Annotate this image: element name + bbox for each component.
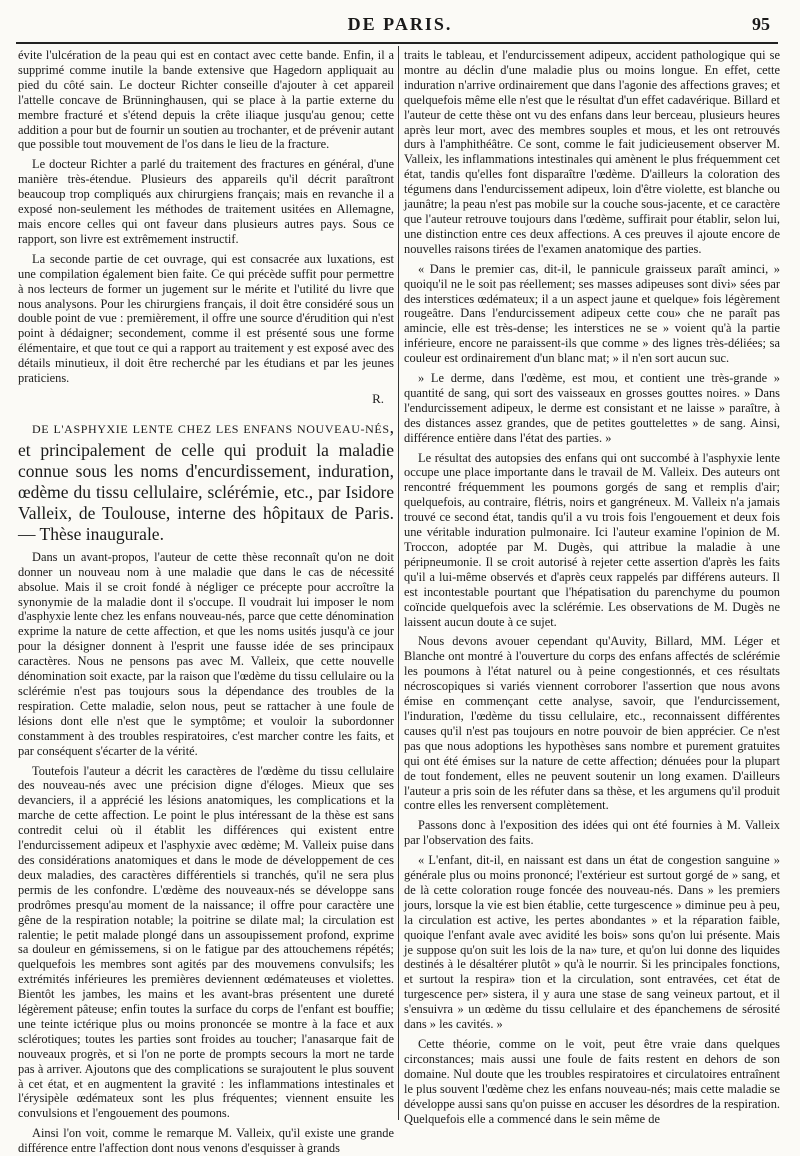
right-paragraph-4: Passons donc à l'exposition des idées qui ont été fournies à M. Valleix par l'observation des faits. [404,818,780,848]
left-paragraph-1: évite l'ulcération de la peau qui est en contact avec cette bande. Enfin, il a supprimé comme inutile la bande extensive que Hagedorn appliquait au pied du côté sain. Le docteur Richter conseille d'ajouter à cet appareil l'attelle concave de Brünninghausen, qui se place à la partie externe du membre fracturé et s'étend depuis la crête iliaque jusqu'au genou; cette addition a pour but de fournir un soutien au trochanter, et de prévenir autant que possible tout mouvement de l'os dans le lieu de la fracture. [18,48,394,152]
review-signature: R. [372,390,384,406]
right-paragraph-3: Nous devons avouer cependant qu'Auvity, Billard, MM. Léger et Blanche ont montré à l'ouverture du corps des enfans affectés de sclérémie les poumons à l'état naturel ou à peine congestionnés, et ces résultats nécroscopiques si variés viennent corroborer l'assertion que nous avons émise en commençant cette analyse, savoir, que l'endurcissement, l'induration, l'œdème du tissu cellulaire, etc., reconnaissent différentes causes qu'il n'est pas toujours en notre pouvoir de bien apprécier. Ce n'est pas que nous adoptions les hypothèses sans nombre et purement gratuites qui ont été émises sur la nature de cette affection; dénuées pour la plupart de tout fondement, elles ne peuvent soutenir un long examen. D'ailleurs l'auteur a pris soin de les réfuter dans sa thèse, et les argumens qu'il produit contre elles les renversent complètement. [404,634,780,813]
right-quote-2: » Le derme, dans l'œdème, est mou, et contient une très-grande » quantité de sang, qui sort des vaisseaux en grosses gouttes noires. » Dans l'endurcissement adipeux, le derme est consistant et ne laisse » paraître, à des distances assez grandes, que de petites gouttelettes » de sang. Ainsi, différence entière dans l'état des parties. » [404,371,780,445]
left-paragraph-4: Dans un avant-propos, l'auteur de cette thèse reconnaît qu'on ne doit donner un nouveau nom à une maladie que dans le cas de nécessité absolue. Mais il se croit fondé à négliger ce précepte pour accroître la synonymie de la maladie dont il s'occupe. Il voudrait lui imposer le nom d'asphyxie lente chez les enfans nouveau-nés, parce que cette dénomination exprime la nature de cette affection, et que les noms usités jusqu'à ce jour pour la désigner donnent à l'esprit une fausse idée de ses principaux caractères. Nous ne pensons pas avec M. Valleix, que cette nouvelle dénomination soit exacte, par la raison que l'œdème du tissu cellulaire ou la sclérémie n'est pas toujours sous la dépendance des troubles de la respiration. Cette maladie, selon nous, peut se rattacher à une foule de lésions dont elle n'est que le symptôme; et vouloir la subordonner constamment à des troubles respiratoires, c'est marcher contre les faits, et par conséquent s'écarter de la vérité. [18,549,394,758]
left-paragraph-6: Ainsi l'on voit, comme le remarque M. Valleix, qu'il existe une grande différence entre l'affection dont nous venons d'esquisser à grands [18,1126,394,1156]
article-title-rest: , et principalement de celle qui produit la maladie connue sous les noms d'encurdissement, induration, œdème du tissu cellulaire, sclérémie, etc., par Isidore Valleix, de Toulouse, interne des hôpitaux de Paris. — Thèse inaugurale. [18,416,394,544]
page-number: 95 [752,14,770,34]
left-paragraph-2: Le docteur Richter a parlé du traitement des fractures en général, d'une manière très-étendue. Plusieurs des appareils qu'il décrit paraîtront beaucoup trop compliqués aux chirurgiens français; mais en revanche il a exposé non-seulement les méthodes de traitement usitées en Allemagne, mais encore celles qui ont faveur dans plusieurs autres pays. Sous ce rapport, son livre est extrêmement instructif. [18,157,394,246]
left-paragraph-3: La seconde partie de cet ouvrage, qui est consacrée aux luxations, est une compilation également bien faite. Ce qui précède suffit pour permettre à nos lecteurs de former un jugement sur le mérite et l'utilité du livre que nous analysons. Pour les chirurgiens français, il doit être considéré sous un double point de vue : premièrement, il offre une source d'érudition qui n'est point à dédaigner; secondement, comme il est présenté sous une forme élémentaire, et que tout ce qui a rapport au traitement y est exposé avec des détails minutieux, il doit être recherché par les étudians et par les jeunes praticiens. [18,251,394,386]
page-header [0,12,800,42]
right-paragraph-2: Le résultat des autopsies des enfans qui ont succombé à l'asphyxie lente occupe une place importante dans le travail de M. Valleix. Des auteurs ont rencontré fréquemment les poumons gorgés de sang et remplis d'air; quelquefois, au contraire, flétris, noirs et gangréneux. M. Valleix n'a jamais trouvé ce second état, tandis qu'il a vu trois fois l'engouement et deux fois une véritable induration pulmonaire. Ici l'auteur examine l'opinion de M. Troccon, adoptée par M. Dugès, qui attribue la maladie à une péripneumonie. Il se croit autorisé à rejeter cette assertion d'après les faits qu'il a lui-même observés et d'après ceux rappelés par différens auteurs. Il est incontestable pourtant que l'hépatisation du parenchyme du poumon coïncide quelquefois avec la sclérémie. Les observations de M. Dugès ne laissent aucun doute à ce sujet. [404,450,780,629]
left-column [18,48,394,1156]
running-title: DE PARIS. [347,14,453,34]
article-title-smallcaps: DE L'ASPHYXIE LENTE CHEZ LES ENFANS NOUVEAU-NÉS [32,421,390,436]
left-paragraph-5: Toutefois l'auteur a décrit les caractères de l'œdème du tissu cellulaire des nouveau-nés avec une précision digne d'éloges. Mieux que ses devanciers, il a apprécié les lésions anatomiques, les complications et la marche de cette affection. Le point le plus intéressant de la thèse est sans contredit celui où il établit les différences qui existent entre l'endurcissement adipeux et l'asphyxie avec œdème; M. Valleix puise dans des considérations anatomiques et dans le mode de développement de ces deux maladies, des caractères différentiels si tranchés, qu'il ne sera plus permis de les confondre. L'œdème des nouveaux-nés se développe sans prodrômes presqu'au moment de la naissance; il offre pour caractère une gêne de la respiration notable; la poitrine se dilate mal; la circulation est ralentie; le petit malade plongé dans un assoupissement profond, exprime sa douleur en gémissemens, si on le fatigue par des attouchemens répétés; quelquefois les membres sont agités par des mouvemens convulsifs; les extrémités inférieures les premières deviennent œdémateuses et violettes. Bientôt les jambes, les mains et les avant-bras présentent une dureté légèrement pâteuse; enfin toutes la surface du corps de l'enfant est bouffie; une teinte ictérique plus ou moins prononcée se montre à la face et aux sclérotiques; toutes les parties sont froides au toucher; l'anasarque fait de nouveaux progrès, et si l'on ne porte de prompts secours la mort ne tarde pas à arriver. Ajoutons que des complications se surajoutent le plus souvent à cet état, et en augmentent la gravité : les inflammations intestinales et l'érysipèle œdémateux sont les plus fréquentes; viennent ensuite les convulsions et l'engouement des poumons. [18,763,394,1121]
right-paragraph-5: Cette théorie, comme on le voit, peut être vraie dans quelques circonstances; mais aussi une foule de faits restent en dehors de son domaine. Nul doute que les troubles respiratoires et circulatoires entraînent le plus souvent l'œdème chez les enfans nouveau-nés; mais cette maladie se développe aussi sans qu'on puisse en accuser les désordres de la respiration. Quelquefois elle a commencé dans le sein même de [404,1037,780,1126]
column-divider [398,46,399,1120]
right-quote-3: « L'enfant, dit-il, en naissant est dans un état de congestion sanguine » générale plus ou moins prononcé; l'extérieur est surtout gorgé de » sang, et de là cette coloration rouge foncée des nouveau-nés. Dans » les premiers jours, lorsque la vie est bien établie, cette turgescence » diminue peu à peu, la circulation est active, les pertes abondantes » et la réparation faible, quoique l'enfant avale avec avidité les bois» sons qu'on lui présente. Mais je suppose qu'on suit les lois de la na» ture, et qu'on lui donne des liquides destinés à le désaltérer plutôt » qu'à le nourrir. Si les principales fonctions, et surtout la respira» tion et la circulation, sont entravées, cet état de turgescence per» sistera, il y aura une stase de sang veineux partout, et il s'ensuivra » un œdème du tissu cellulaire et des épanchemens de sérosité dans » les cavités. » [404,853,780,1032]
right-paragraph-1: traits le tableau, et l'endurcissement adipeux, accident pathologique qui se montre au déclin d'une maladie plus ou moins longue. En effet, cette induration n'arrive ordinairement que dans l'agonie des affections graves; et quelquefois même elle n'est que le résultat d'un effet cadavérique. Billard et l'auteur de cette thèse ont vu des enfans dans leur berceau, plusieurs heures après leur mort, avec des membres souples et mous, et les ont retrouvés durs à l'amphithéâtre. Ce sont, comme le fait judicieusement observer M. Valleix, les inflammations intestinales qui amènent le plus fréquemment cet état, tandis qu'elles font disparaître l'œdème. D'ailleurs la coloration des tégumens dans l'endurcissement adipeux, loin d'être violette, est blanche ou jaunâtre; la peau n'est pas mobile sur la couche sous-jacente, et ce caractère que l'auteur retrouve toujours dans l'œdème, suffirait pour établir, selon lui, une distinction entre ces deux affections. A ces preuves il ajoute encore de nouvelles raisons tirées de l'examen anatomique des parties. [404,48,780,256]
right-column [404,48,780,1126]
header-rule [16,42,778,44]
article-title [18,417,394,545]
right-quote-1: « Dans le premier cas, dit-il, le pannicule graisseux paraît aminci, » quoiqu'il ne le soit pas réellement; ses masses adipeuses sont divi» sées par des interstices œdémateux; il a un aspect jaune et quelque» fois légèrement rougeâtre. Dans l'endurcissement adipeux cette cou» che ne paraît pas amincie, elle est très-dense; les interstices ne se » voient qu'à la partie inférieure, encore ne paraissent-ils que comme » des lignes très-déliées; sa couleur est ordinairement d'un blanc mat; » il n'en sort aucun suc. [404,261,780,366]
